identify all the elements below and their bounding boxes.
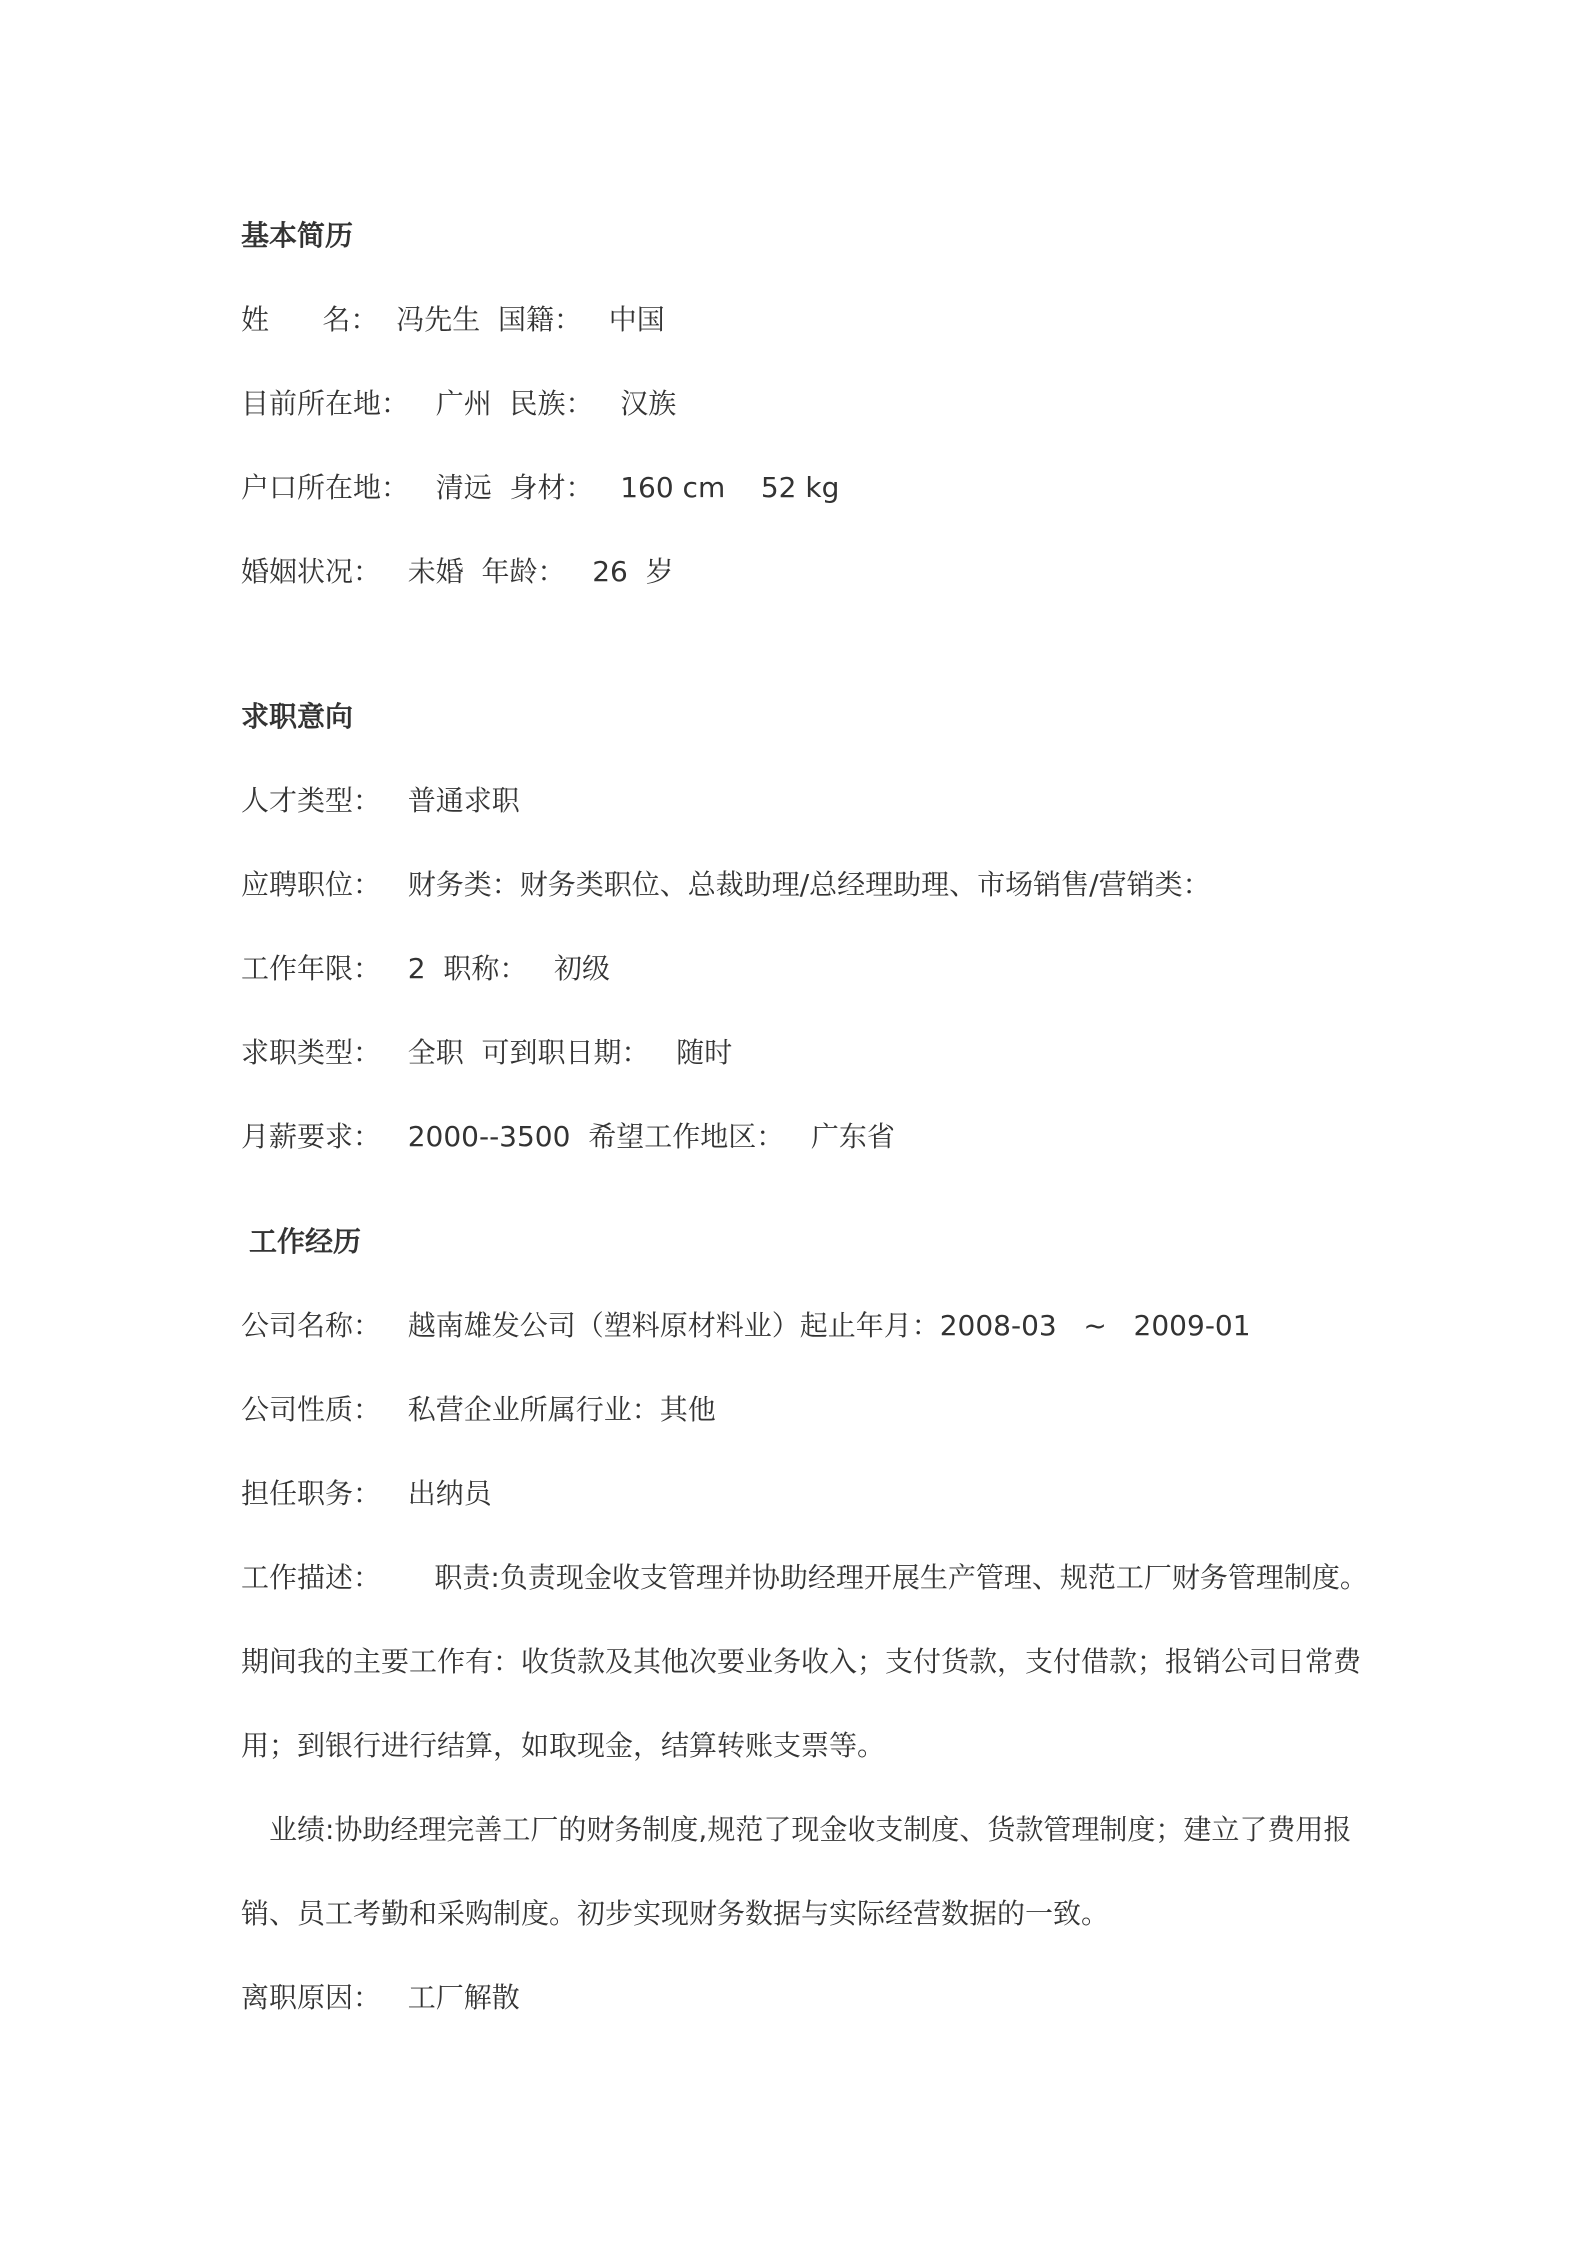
hukou-body-line: 户口所在地： 清远 身材： 160 cm 52 kg xyxy=(241,471,840,504)
company-nature-line: 公司性质： 私营企业所属行业：其他 xyxy=(241,1393,716,1426)
achievements-continued: 销、员工考勤和采购制度。初步实现财务数据与实际经营数据的一致。 xyxy=(241,1897,1110,1930)
position-held-line: 担任职务： 出纳员 xyxy=(241,1477,492,1510)
section-heading-work-history: 工作经历 xyxy=(249,1225,362,1258)
job-description-continued-2: 用；到银行进行结算，如取现金，结算转账支票等。 xyxy=(241,1729,886,1762)
work-years-title-line: 工作年限： 2 职称： 初级 xyxy=(241,952,611,985)
job-description-line: 工作描述： 职责:负责现金收支管理并协助经理开展生产管理、规范工厂财务管理制度。 xyxy=(241,1561,1368,1594)
section-heading-basic-resume: 基本简历 xyxy=(241,219,354,252)
achievements-line: 业绩:协助经理完善工厂的财务制度,规范了现金收支制度、货款管理制度；建立了费用报 xyxy=(269,1813,1352,1846)
marital-age-line: 婚姻状况： 未婚 年龄： 26 岁 xyxy=(241,555,674,588)
leaving-reason-line: 离职原因： 工厂解散 xyxy=(241,1981,520,2014)
salary-region-line: 月薪要求： 2000--3500 希望工作地区： 广东省 xyxy=(241,1120,895,1153)
location-ethnicity-line: 目前所在地： 广州 民族： 汉族 xyxy=(241,387,677,420)
company-name-line: 公司名称： 越南雄发公司（塑料原材料业）起止年月：2008-03 ~ 2009-01 xyxy=(241,1309,1251,1342)
job-type-availability-line: 求职类型： 全职 可到职日期： 随时 xyxy=(241,1036,733,1069)
name-nationality-line: 姓 名： 冯先生 国籍： 中国 xyxy=(241,303,665,336)
applied-position-line: 应聘职位： 财务类：财务类职位、总裁助理/总经理助理、市场销售/营销类： xyxy=(241,868,1211,901)
section-heading-job-intention: 求职意向 xyxy=(241,700,354,733)
talent-type-line: 人才类型： 普通求职 xyxy=(241,784,520,817)
job-description-continued-1: 期间我的主要工作有：收货款及其他次要业务收入；支付货款，支付借款；报销公司日常费 xyxy=(241,1645,1362,1678)
